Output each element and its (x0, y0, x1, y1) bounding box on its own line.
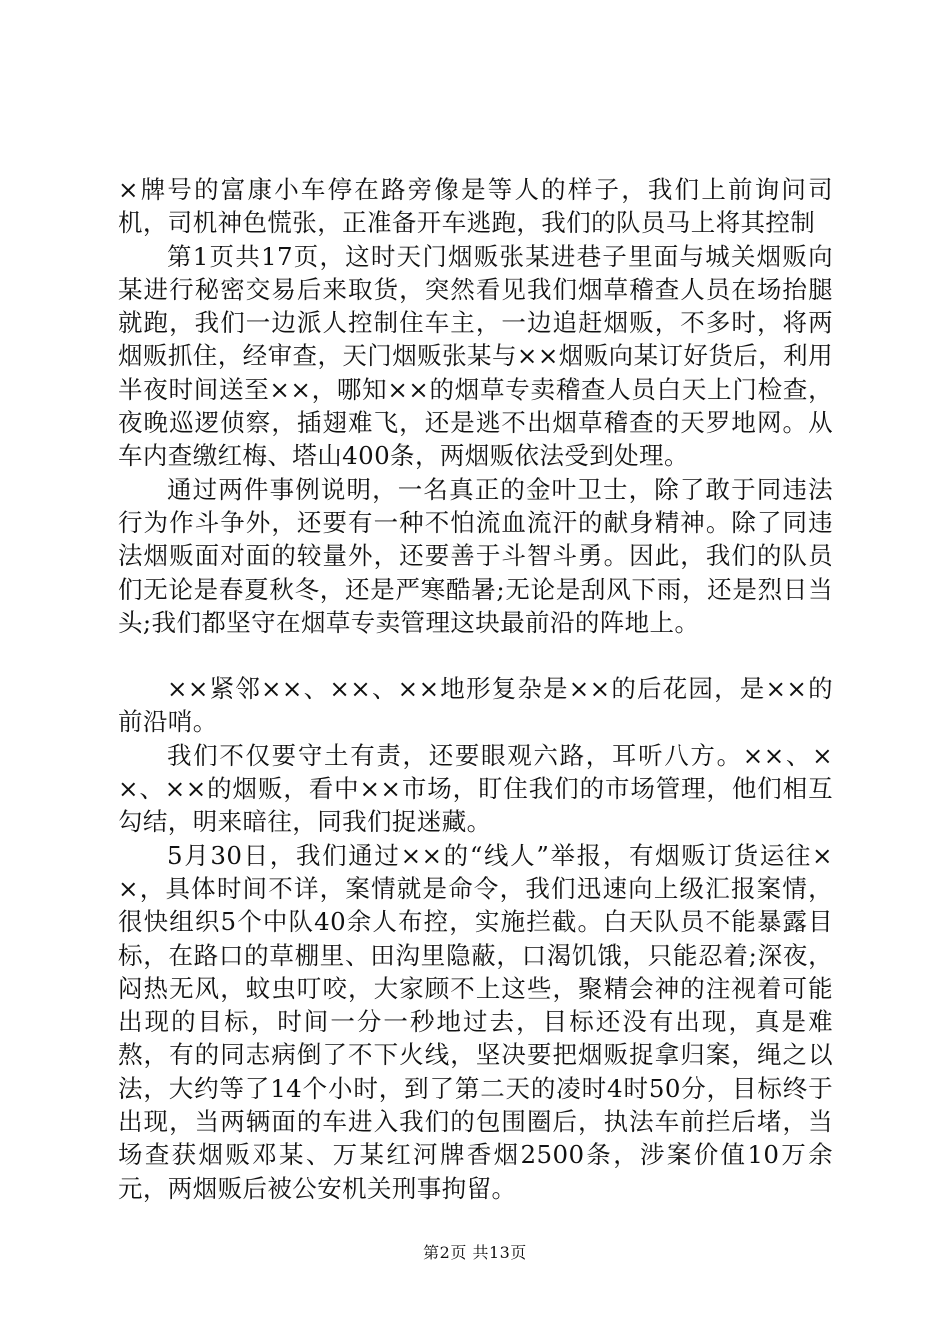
paragraph-spacer (118, 639, 833, 672)
page-footer: 第2页 共13页 (423, 1243, 527, 1262)
paragraph-summary: 通过两件事例说明，一名真正的金叶卫士，除了敢于同违法行为作斗争外，还要有一种不怕流血流汗的献身精神。除了同违法烟贩面对面的较量外，还要善于斗智斗勇。因此，我们的队员们无论是春夏秋冬，还是严寒酷暑;无论是刮风下雨，还是烈日当头;我们都坚守在烟草专卖管理这块最前沿的阵地上。 (118, 474, 833, 637)
paragraph-location: ××紧邻××、××、××地形复杂是××的后花园，是××的前沿哨。 (118, 674, 833, 737)
paragraph-arrest-story: 第1页共17页，这时天门烟贩张某进巷子里面与城关烟贩向某进行秘密交易后来取货，突然看见我们烟草稽查人员在场抬腿就跑，我们一边派人控制住车主，一边追赶烟贩，不多时，将两烟贩抓住，经审查，天门烟贩张某与××烟贩向某订好货后，利用半夜时间送至××，哪知××的烟草专卖稽查人员白天上门检查，夜晚巡逻侦察，插翅难飞，还是逃不出烟草稽查的天罗地网。从车内查缴红梅、塔山400条，两烟贩依法受到处理。 (118, 241, 833, 471)
paragraph-may-30-case: 5月30日，我们通过××的“线人”举报，有烟贩订货运往××，具体时间不详，案情就是命令，我们迅速向上级汇报案情，很快组织5个中队40余人布控，实施拦截。白天队员不能暴露目标，在路口的草棚里、田沟里隐蔽，口渴饥饿，只能忍着;深夜，闷热无风，蚊虫叮咬，大家顾不上这些，聚精会神的注视着可能出现的目标，时间一分一秒地过去，目标还没有出现，真是难熬，有的同志病倒了不下火线，坚决要把烟贩捉拿归案，绳之以法，大约等了14个小时，到了第二天的凌时4时50分，目标终于出现，当两辆面的车进入我们的包围圈后，执法车前拦后堵，当场查获烟贩邓某、万某红河牌香烟2500条，涉案价值10万余元，两烟贩后被公安机关刑事拘留。 (118, 840, 833, 1203)
paragraph-vigilance: 我们不仅要守土有责，还要眼观六路，耳听八方。××、××、××的烟贩，看中××市场，盯住我们的市场管理，他们相互勾结，明来暗往，同我们捉迷藏。 (118, 740, 833, 837)
document-body (118, 173, 833, 1205)
paragraph-continuation: ×牌号的富康小车停在路旁像是等人的样子，我们上前询问司机，司机神色慌张，正准备开车逃跑，我们的队员马上将其控制 (118, 175, 833, 238)
